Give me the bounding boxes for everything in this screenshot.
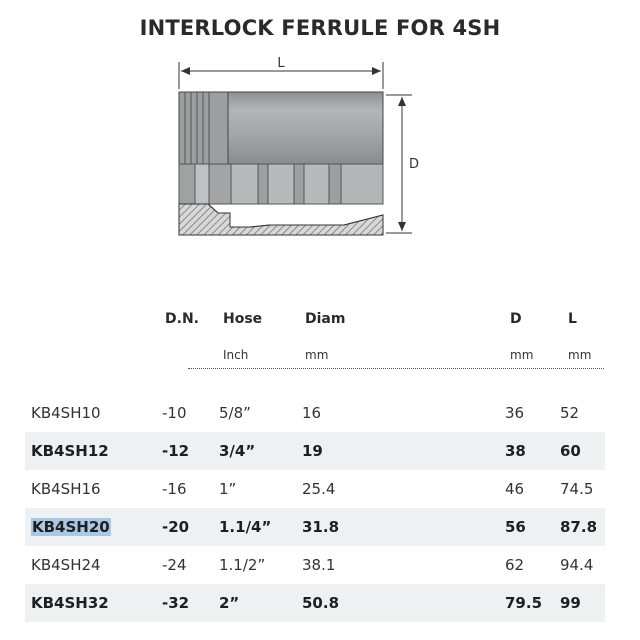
l-value: 52 (560, 404, 580, 422)
hose-value: 1.1/2” (219, 556, 266, 574)
table-row (25, 432, 605, 470)
diameter-label: D (409, 157, 420, 172)
diam-value: 50.8 (302, 594, 340, 612)
l-value: 94.4 (560, 556, 594, 574)
part-code: KB4SH16 (31, 480, 101, 498)
hose-value: 3/4” (219, 442, 256, 460)
dn-value: -16 (162, 480, 187, 498)
unit-hose: Inch (223, 348, 249, 362)
part-code-highlighted[interactable]: KB4SH20 (32, 518, 110, 536)
unit-diam: mm (305, 348, 329, 362)
d-value: 62 (505, 556, 525, 574)
header-d: D (510, 311, 522, 327)
table-row (25, 546, 605, 584)
header-hose: Hose (223, 311, 263, 327)
ferrule-table (25, 394, 605, 622)
diam-value: 19 (302, 442, 323, 460)
header-divider (188, 368, 604, 369)
l-value: 99 (560, 594, 581, 612)
d-value: 36 (505, 404, 525, 422)
part-code: KB4SH12 (31, 442, 109, 460)
l-value: 60 (560, 442, 581, 460)
d-value: 38 (505, 442, 526, 460)
table-row (25, 584, 605, 622)
part-code: KB4SH24 (31, 556, 101, 574)
dn-value: -12 (162, 442, 190, 460)
part-code: KB4SH10 (31, 404, 101, 422)
d-value: 56 (505, 518, 526, 536)
d-value: 79.5 (505, 594, 543, 612)
dn-value: -24 (162, 556, 187, 574)
diam-value: 31.8 (302, 518, 340, 536)
header-l: L (568, 311, 577, 327)
hose-value: 1.1/4” (219, 518, 272, 536)
l-value: 74.5 (560, 480, 594, 498)
unit-d: mm (510, 348, 534, 362)
hose-value: 2” (219, 594, 240, 612)
d-value: 46 (505, 480, 525, 498)
dn-value: -20 (162, 518, 190, 536)
hose-value: 1” (219, 480, 237, 498)
page-title: INTERLOCK FERRULE FOR 4SH (139, 16, 501, 40)
diam-value: 38.1 (302, 556, 336, 574)
hose-value: 5/8” (219, 404, 251, 422)
l-value: 87.8 (560, 518, 598, 536)
table-row (25, 470, 605, 508)
part-code: KB4SH32 (31, 594, 109, 612)
table-row (25, 394, 605, 432)
length-label: L (277, 56, 285, 71)
header-diam: Diam (305, 311, 346, 327)
header-dn: D.N. (165, 311, 199, 327)
ferrule-drawing (150, 55, 440, 250)
diam-value: 16 (302, 404, 322, 422)
ferrule-outline (179, 92, 383, 235)
dn-value: -10 (162, 404, 187, 422)
diam-value: 25.4 (302, 480, 336, 498)
unit-l: mm (568, 348, 592, 362)
table-row-selected (25, 508, 605, 546)
dn-value: -32 (162, 594, 190, 612)
